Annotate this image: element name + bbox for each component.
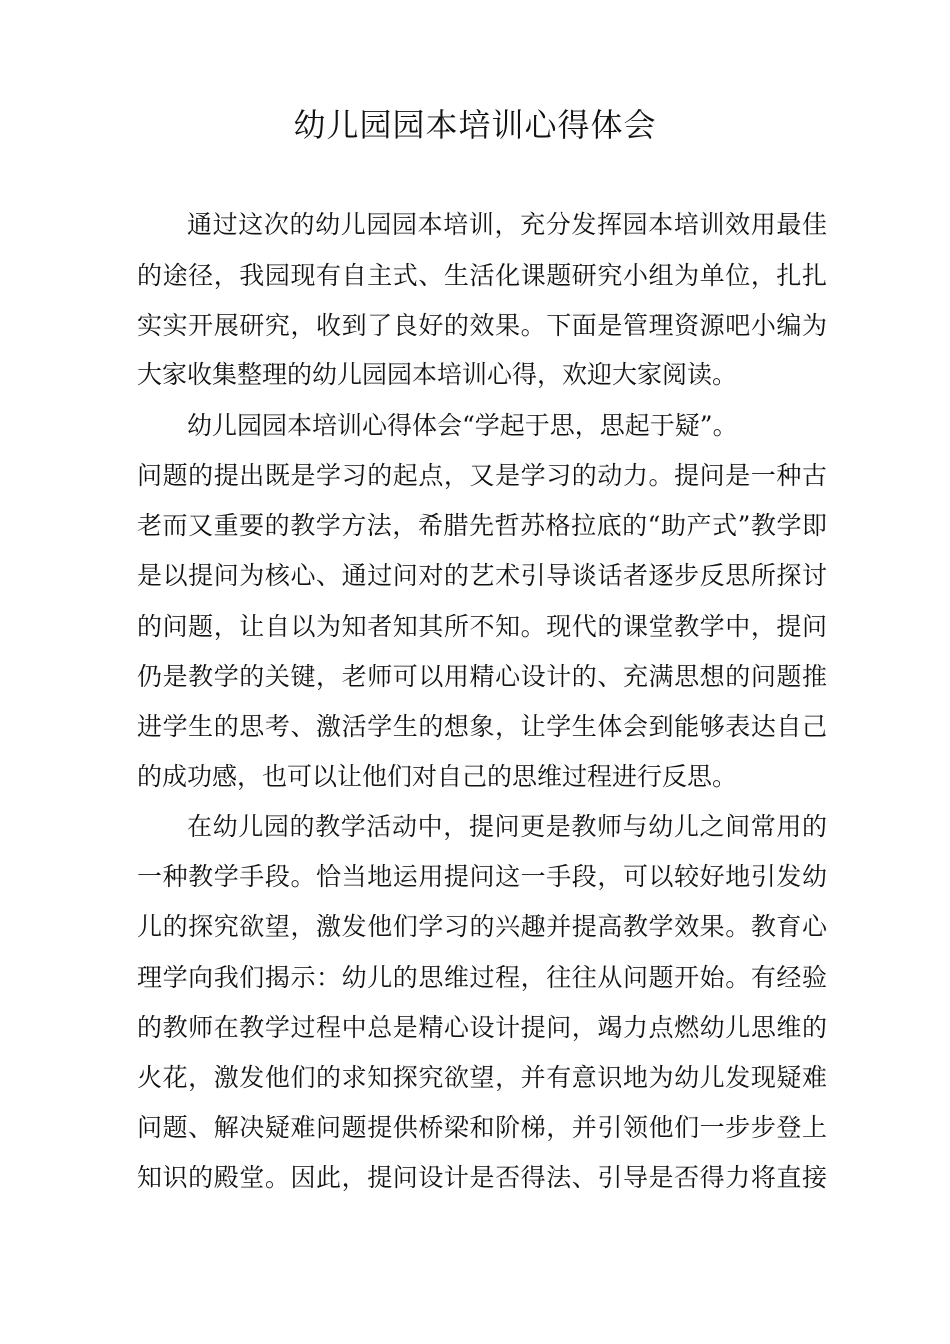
paragraph-line: 大家收集整理的幼儿园园本培训心得，欢迎大家阅读。 <box>137 360 738 389</box>
paragraph-line: 儿的探究欲望，激发他们学习的兴趣并提高教学效果。教育心 <box>137 912 827 941</box>
paragraph-line: 问题、解决疑难问题提供桥梁和阶梯，并引领他们一步步登上 <box>137 1113 827 1142</box>
paragraph-line: 进学生的思考、激活学生的想象，让学生体会到能够表达自己 <box>137 712 827 741</box>
paragraph-line: 通过这次的幼儿园园本培训，充分发挥园本培训效用最佳 <box>187 210 827 239</box>
paragraph-line: 的问题，让自以为知者知其所不知。现代的课堂教学中，提问 <box>137 612 827 641</box>
paragraph-line: 老而又重要的教学方法，希腊先哲苏格拉底的“助产式”教学即 <box>137 511 827 540</box>
paragraph-line: 的教师在教学过程中总是精心设计提问，竭力点燃幼儿思维的 <box>137 1013 827 1042</box>
paragraph-line: 在幼儿园的教学活动中，提问更是教师与幼儿之间常用的 <box>187 812 827 841</box>
paragraph-line: 问题的提出既是学习的起点，又是学习的动力。提问是一种古 <box>137 461 827 490</box>
paragraph-line: 是以提问为核心、通过问对的艺术引导谈话者逐步反思所探讨 <box>137 561 827 590</box>
paragraph-line: 一种教学手段。恰当地运用提问这一手段，可以较好地引发幼 <box>137 862 827 891</box>
paragraph-line: 仍是教学的关键，老师可以用精心设计的、充满思想的问题推 <box>137 662 827 691</box>
paragraph-line: 实实开展研究，收到了良好的效果。下面是管理资源吧小编为 <box>137 311 827 340</box>
page-title: 幼儿园园本培训心得体会 <box>293 106 657 144</box>
paragraph-line: 理学向我们揭示：幼儿的思维过程，往往从问题开始。有经验 <box>137 963 827 992</box>
paragraph-line: 知识的殿堂。因此，提问设计是否得法、引导是否得力将直接 <box>137 1163 827 1192</box>
paragraph-line: 火花，激发他们的求知探究欲望，并有意识地为幼儿发现疑难 <box>137 1063 827 1092</box>
paragraph-line: 的成功感，也可以让他们对自己的思维过程进行反思。 <box>137 762 738 791</box>
paragraph-line: 的途径，我园现有自主式、生活化课题研究小组为单位，扎扎 <box>137 261 827 290</box>
paragraph-line: 幼儿园园本培训心得体会“学起于思，思起于疑”。 <box>187 411 738 440</box>
